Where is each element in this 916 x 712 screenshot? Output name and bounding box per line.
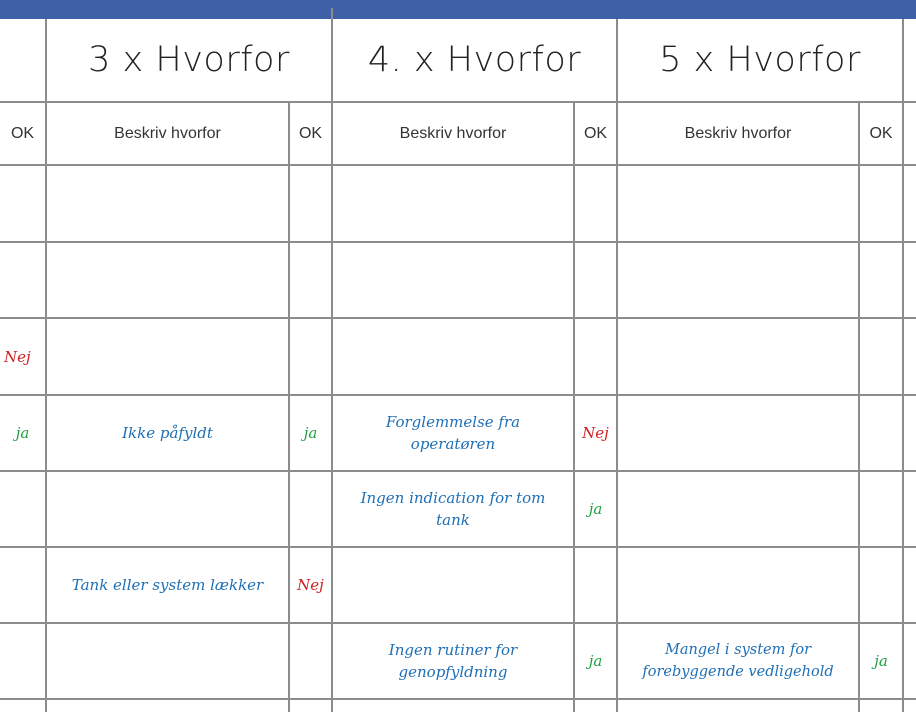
ok-header: OK [583,124,608,142]
header-bar [0,0,916,19]
ok-value: ja [874,652,888,670]
grid-line [858,103,860,712]
ok-value: ja [15,424,30,442]
ok-value: Nej [297,576,324,594]
grid-line [902,19,904,712]
ok-header: OK [10,124,35,142]
grid-line [0,698,916,700]
grid-line [0,317,916,319]
why-description: Mangel i system for forebyggende vedligehold [642,642,834,680]
describe-header: Beskriv hvorfor [399,124,507,142]
grid-line [0,164,916,166]
ok-value: ja [588,652,603,670]
ok-header: OK [298,124,323,142]
header-5x-hvorfor: 5 x Hvorfor [659,40,861,80]
why-description: Ingen rutiner for genopfyldning [388,641,518,681]
why-description: Ingen indication for tom tank [360,489,546,529]
why-description: Forglemmelse fra operatøren [385,413,521,453]
ok-value: ja [303,424,318,442]
header-3x-hvorfor: 3 x Hvorfor [88,40,290,80]
why-description: Tank eller system lækker [71,576,264,594]
grid-line [0,241,916,243]
ok-value: Nej [4,347,31,366]
ok-value: ja [588,500,603,518]
describe-header: Beskriv hvorfor [684,124,792,142]
why-description: Ikke påfyldt [122,424,213,442]
header-4x-hvorfor: 4. x Hvorfor [367,40,582,80]
ok-header: OK [869,124,893,142]
ok-value: Nej [582,424,609,442]
describe-header: Beskriv hvorfor [114,124,221,142]
